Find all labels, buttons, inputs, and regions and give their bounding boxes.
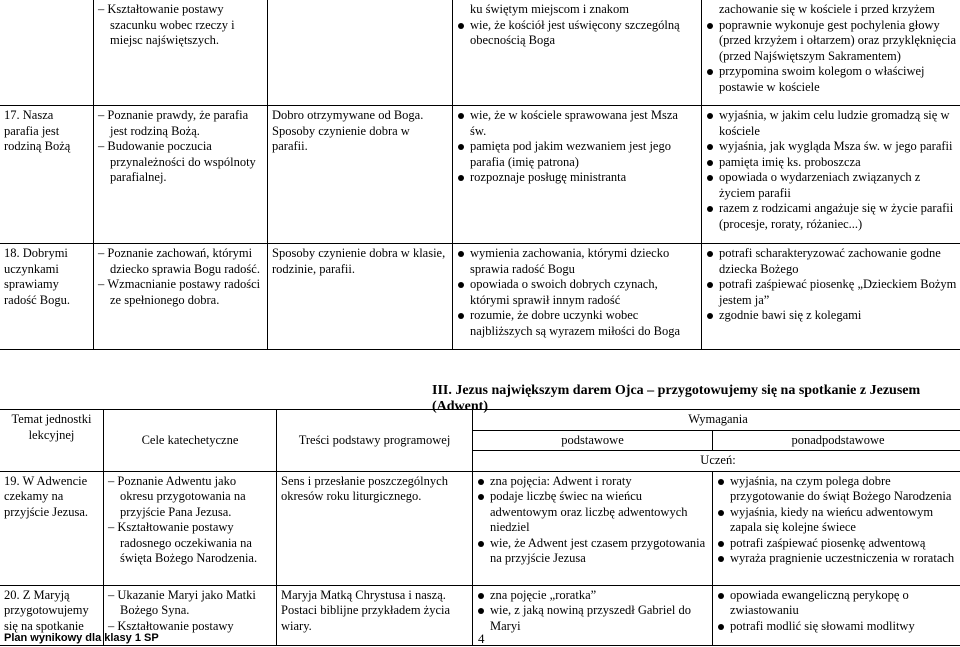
extended-list <box>717 588 959 635</box>
extended-list <box>706 18 959 96</box>
list-item: – Poznanie prawdy, że parafia jest rodziną Bożą. <box>98 108 263 139</box>
extended-cell <box>713 471 960 585</box>
topic-cell: 18. Dobrymi uczynkami sprawiamy radość Bogu. <box>0 244 94 350</box>
list-item: wyjaśnia, jak wygląda Msza św. w jego parafii <box>706 139 959 155</box>
goals-cell <box>104 471 277 585</box>
list-item: – Wzmacnianie postawy radości ze spełnionego dobra. <box>98 277 263 308</box>
list-item: opowiada ewangeliczną perykopę o zwiastowaniu <box>717 588 959 619</box>
list-item: opowiada o wydarzeniach związanych z życiem parafii <box>706 170 959 201</box>
list-item: wyjaśnia, na czym polega dobre przygotowanie do świąt Bożego Narodzenia <box>717 474 959 505</box>
goals-list <box>98 108 263 186</box>
extended-cell <box>702 0 960 106</box>
extended-cell <box>702 244 960 350</box>
list-item: – Kształtowanie postawy <box>108 619 272 635</box>
table-row <box>0 244 960 350</box>
header-basic: podstawowe <box>473 430 713 451</box>
list-item: – Kształtowanie postawy radosnego oczekiwania na święta Bożego Narodzenia. <box>108 520 272 567</box>
goals-list <box>98 246 263 308</box>
goals-list <box>98 2 263 49</box>
contents-cell: Dobro otrzymywane od Boga. Sposoby czynienie dobra w parafii. <box>268 106 453 244</box>
list-item: wie, z jaką nowiną przyszedł Gabriel do Maryi <box>477 603 708 634</box>
contents-cell: Sposoby czynienie dobra w klasie, rodzinie, parafii. <box>268 244 453 350</box>
goals-cell <box>94 106 268 244</box>
list-item: – Kształtowanie postawy szacunku wobec rzeczy i miejsc najświętszych. <box>98 2 263 49</box>
list-item: potrafi modlić się słowami modlitwy <box>717 619 959 635</box>
list-item: zgodnie bawi się z kolegami <box>706 308 959 324</box>
page-number: 4 <box>478 631 485 647</box>
list-item: wyraża pragnienie uczestniczenia w roratach <box>717 551 959 567</box>
list-item: zachowanie się w kościele i przed krzyżem <box>706 2 959 18</box>
list-item: zna pojęcia: Adwent i roraty <box>477 474 708 490</box>
list-item: pamięta pod jakim wezwaniem jest jego parafia (imię patrona) <box>457 139 697 170</box>
list-item: potrafi zaśpiewać piosenkę „Dzieckiem Bożym jestem ja” <box>706 277 959 308</box>
list-item: rozpoznaje posługę ministranta <box>457 170 697 186</box>
table-row <box>0 106 960 244</box>
topic-cell: 19. W Adwencie czekamy na przyjście Jezusa. <box>0 471 104 585</box>
contents-cell: Maryja Matką Chrystusa i naszą. Postaci biblijne przykładem życia wiary. <box>277 585 473 645</box>
basic-cell <box>453 106 702 244</box>
basic-list <box>457 108 697 186</box>
bottom-table <box>0 409 960 646</box>
goals-cell <box>94 244 268 350</box>
extended-list <box>717 474 959 567</box>
list-item: wie, że kościół jest uświęcony szczególną obecnością Boga <box>457 18 697 49</box>
list-item: wyjaśnia, kiedy na wieńcu adwentowym zapala się kolejne świece <box>717 505 959 536</box>
list-item: wie, że Adwent jest czasem przygotowania na przyjście Jezusa <box>477 536 708 567</box>
list-item: razem z rodzicami angażuje się w życie parafii (procesje, roraty, różaniec...) <box>706 201 959 232</box>
header-extended: ponadpodstawowe <box>713 430 960 451</box>
topic-cell <box>0 0 94 106</box>
extended-list <box>706 246 959 324</box>
contents-cell: Sens i przesłanie poszczególnych okresów roku liturgicznego. <box>277 471 473 585</box>
basic-cell <box>453 244 702 350</box>
basic-cell <box>453 0 702 106</box>
list-item: ku świętym miejscom i znakom <box>457 2 697 18</box>
basic-list <box>457 18 697 49</box>
list-item: poprawnie wykonuje gest pochylenia głowy (przed krzyżem i ołtarzem) oraz przyklęknięcia (przed Najświętszym Sakramentem) <box>706 18 959 65</box>
list-item: potrafi zaśpiewać piosenkę adwentową <box>717 536 959 552</box>
topic-cell: 20. Z Maryją przygotowujemy się na spotkanie <box>0 585 104 645</box>
list-item: – Poznanie Adwentu jako okresu przygotowania na przyjście Pana Jezusa. <box>108 474 272 521</box>
basic-list <box>477 588 708 635</box>
list-item: potrafi scharakteryzować zachowanie godne dziecka Bożego <box>706 246 959 277</box>
table-row <box>0 0 960 106</box>
topic-cell: 17. Nasza parafia jest rodziną Bożą <box>0 106 94 244</box>
table-row <box>0 471 960 585</box>
contents-cell <box>268 0 453 106</box>
goals-list <box>108 588 272 635</box>
extended-cell <box>702 106 960 244</box>
header-row <box>0 410 960 431</box>
goals-cell <box>94 0 268 106</box>
list-item: przypomina swoim kolegom o właściwej postawie w kościele <box>706 64 959 95</box>
basic-cell <box>473 585 713 645</box>
list-item: opowiada o swoich dobrych czynach, którymi sprawił innym radość <box>457 277 697 308</box>
list-item: wyjaśnia, w jakim celu ludzie gromadzą się w kościele <box>706 108 959 139</box>
header-student: Uczeń: <box>473 451 960 472</box>
list-item: wie, że w kościele sprawowana jest Msza św. <box>457 108 697 139</box>
list-item: – Poznanie zachowań, którymi dziecko sprawia Bogu radość. <box>98 246 263 277</box>
list-item: zna pojęcie „roratka” <box>477 588 708 604</box>
header-requirements: Wymagania <box>473 410 960 431</box>
extended-cell <box>713 585 960 645</box>
header-goals: Cele katechetyczne <box>104 410 277 472</box>
list-item: podaje liczbę świec na wieńcu adwentowym oraz liczbę adwentowych niedziel <box>477 489 708 536</box>
list-item: – Budowanie poczucia przynależności do wspólnoty parafialnej. <box>98 139 263 186</box>
footer-title: Plan wynikowy dla klasy 1 SP <box>4 631 159 647</box>
header-topic: Temat jednostki lekcyjnej <box>0 410 104 472</box>
basic-cell <box>473 471 713 585</box>
basic-list <box>457 246 697 339</box>
list-item: rozumie, że dobre uczynki wobec najbliższych są wyrazem miłości do Boga <box>457 308 697 339</box>
header-contents: Treści podstawy programowej <box>277 410 473 472</box>
section-heading: III. Jezus największym darem Ojca – przygotowujemy się na spotkanie z Jezusem (Adwent) <box>432 383 960 414</box>
basic-list <box>477 474 708 567</box>
list-item: – Ukazanie Maryi jako Matki Bożego Syna. <box>108 588 272 619</box>
list-item: wymienia zachowania, którymi dziecko sprawia radość Bogu <box>457 246 697 277</box>
list-item: pamięta imię ks. proboszcza <box>706 155 959 171</box>
extended-list <box>706 108 959 232</box>
goals-list <box>108 474 272 567</box>
